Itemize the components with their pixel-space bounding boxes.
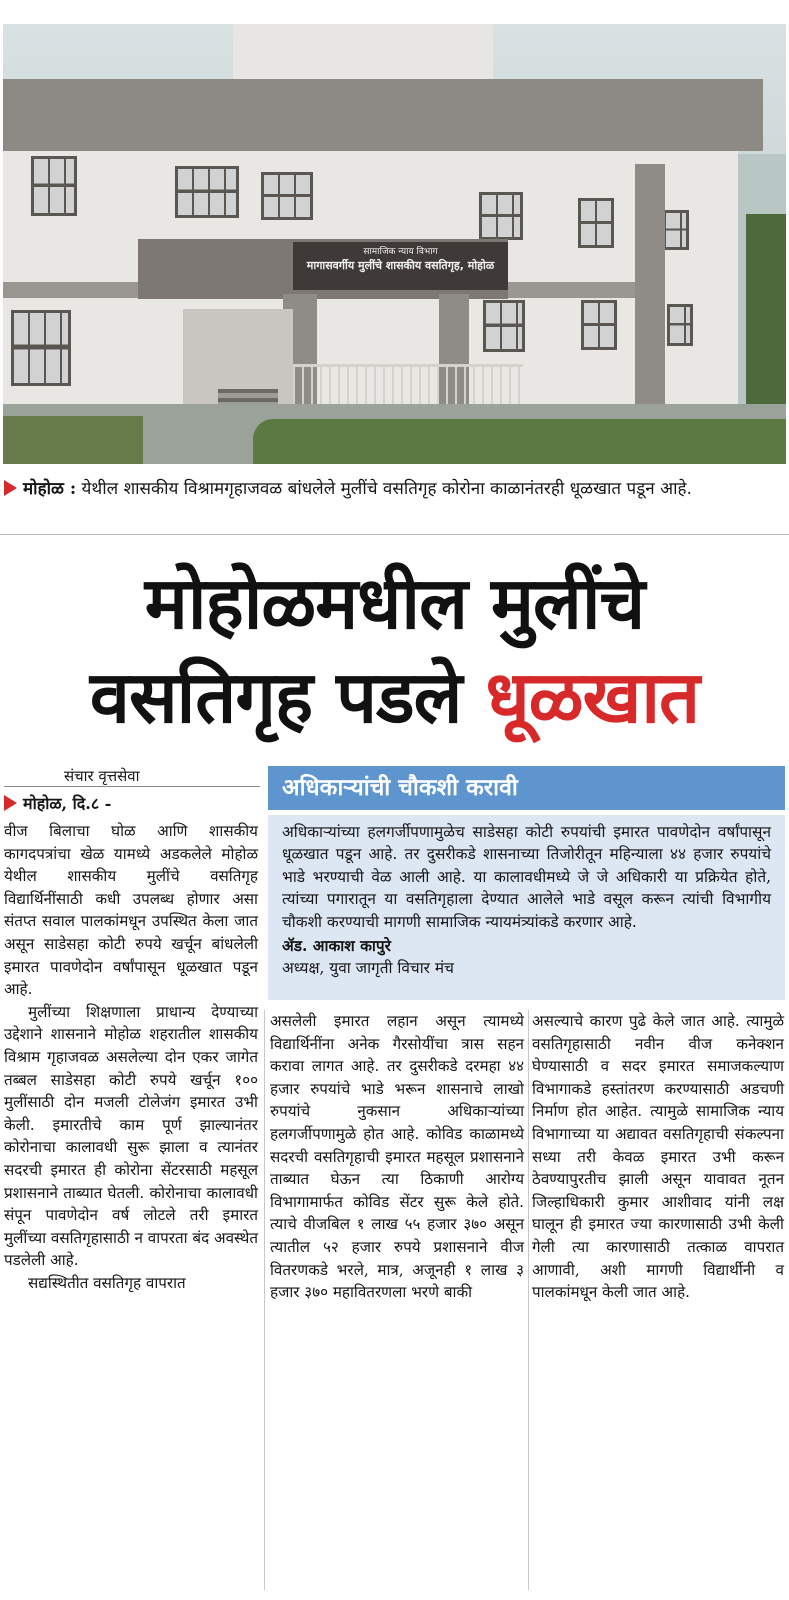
article-column-middle	[270, 1010, 524, 1304]
sign-department: सामाजिक न्याय विभाग	[363, 247, 438, 257]
photo-window	[578, 198, 614, 248]
triangle-bullet-icon	[4, 480, 17, 496]
byline: संचार वृत्तसेवा	[64, 767, 140, 785]
sidebar-box-text: अधिकाऱ्यांच्या हलगर्जीपणामुळेच साडेसहा कोटी रुपयांची इमारत पावणेदोन वर्षांपासून धूळखात पडून आहे. तर दुसरीकडे शासनाच्या तिजोरीतून महिन्याला ४४ हजार रुपयांचे भाडे भरण्याची वेळ आली आहे. या कालावधीमध्ये जे जे अधिकारी या प्रक्रियेत होते, त्यांच्या पगारातून या वसतिगृहाला देण्यात आलेले भाडे वसूल करून त्यांची विभागीय चौकशी करण्याची मागणी सामाजिक न्यायमंत्र्यांकडे करणार आहे.	[282, 823, 771, 931]
triangle-bullet-icon	[4, 795, 17, 811]
article-paragraph: वीज बिलाचा घोळ आणि शासकीय कागदपत्रांचा खेळ यामध्ये अडकलेले मोहोळ येथील शासकीय मुलींचे वसतिगृह विद्यार्थिनींसाठी कधी उपलब्ध होणार असा संतप्त सवाल पालकांमधून उपस्थित केला जात असून साडेसहा कोटी रुपये खर्चून बांधलेली इमारत पावणेदोन वर्षांपासून धूळखात पडून आहे.	[4, 822, 258, 999]
news-photo	[3, 24, 786, 464]
caption-text: येथील शासकीय विश्रामगृहाजवळ बांधलेले मुलींचे वसतिगृह कोरोना काळानंतरही धूळखात पडून आहे.	[81, 479, 692, 499]
divider	[0, 534, 789, 535]
photo-pillar	[635, 164, 665, 404]
photo-window	[261, 172, 313, 220]
photo-window	[479, 192, 523, 240]
column-divider	[264, 1010, 265, 1590]
caption-place: मोहोळ :	[23, 479, 77, 499]
sidebar-box-title: अधिकाऱ्यांची चौकशी करावी	[268, 766, 785, 810]
article-paragraph: सद्यस्थितीत वसतिगृह वापरात	[28, 1273, 186, 1292]
photo-grass	[253, 419, 786, 464]
article-paragraph: असल्याचे कारण पुढे केले जात आहे. त्यामुळे वसतिगृहासाठी नवीन वीज कनेक्शन घेण्यासाठी व सदर इमारत समाजकल्याण विभागाकडे हस्तांतरण करण्यासाठी अडचणी निर्माण होत आहेत. त्यामुळे सामाजिक न्याय विभागाच्या या अद्यावत वसतिगृहाची संकल्पना सध्या तरी केवळ इमारत उभी करून ठेवण्यापुरतीच झाली असून यावावत नूतन जिल्हाधिकारी कुमार आशीवाद यांनी लक्ष घालून ही इमारत ज्या कारणासाठी उभी केली गेली त्या कारणासाठी तत्काळ वापरात आणावी, अशी मागणी विद्यार्थीनी व पालकांमधून केली जात आहे.	[532, 1012, 784, 1302]
headline-line-1: मोहोळमधील मुलींचे	[144, 561, 645, 645]
photo-window	[581, 300, 617, 350]
photo-parapet	[3, 79, 763, 151]
dateline-text: मोहोळ, दि.८ -	[23, 794, 112, 813]
photo-caption	[4, 476, 784, 503]
headline	[0, 556, 789, 744]
byline-divider	[4, 786, 260, 787]
article-paragraph: असलेली इमारत लहान असून त्यामध्ये विद्यार्थिनींना अनेक गैरसोयींचा त्रास सहन करावा लागत आहे. तर दुसरीकडे दरमहा ४४ हजार रुपयांचे भाडे भरून शासनाचे लाखो रुपयांचे नुकसान अधिकाऱ्यांच्या हलगर्जीपणामुळे होत आहे. कोविड काळामध्ये सदरची वसतिगृहाची इमारत महसूल प्रशासनाने ताब्यात घेऊन त्या ठिकाणी आरोग्य विभागामार्फत कोविड सेंटर सुरू केले होते. त्याचे वीजबिल १ लाख ५५ हजार ३७० असून त्यातील ५२ हजार रुपये प्रशासनाने वीज वितरणकडे भरले, मात्र, अजूनही १ लाख ३ हजार ३७० महावितरणला भरणे बाकी	[270, 1012, 524, 1302]
photo-upper-structure	[233, 24, 493, 84]
sign-hostel-name: मागासवर्गीय मुलींचे शासकीय वसतिगृह, मोहोळ	[306, 258, 495, 272]
sidebar-box	[268, 815, 785, 1000]
headline-line-2-black: वसतिगृह पडले	[89, 655, 462, 739]
photo-window	[175, 166, 239, 218]
dateline	[4, 792, 111, 814]
article-column-right	[532, 1010, 784, 1304]
photo-window	[483, 300, 525, 352]
article-paragraph: मुलींच्या शिक्षणाला प्राधान्य देण्याच्या उद्देशाने शासनाने मोहोळ शहरातील शासकीय विश्राम गृहाजवळ असलेल्या दोन एकर जागेत तब्बल साडेसहा कोटी रुपये खर्चून १०० मुलींसाठी दोन मजली टोलेजंग इमारत उभी केली. इमारतीचे काम पूर्ण झाल्यानंतर कोरोनाचा कालावधी सुरू झाला व त्यानंतर सदरची इमारत ही कोरोना सेंटरसाठी महसूल प्रशासनाने ताब्यात घेतली. कोरोनाचा कालावधी संपून पावणेदोन वर्ष लोटले तरी इमारत मुलींच्या वसतिगृहासाठी न वापरता बंद अवस्थेत पडलेली आहे.	[4, 1002, 259, 1270]
photo-window	[667, 304, 693, 346]
photo-window	[11, 310, 71, 386]
headline-line-2-red: धूळखात	[485, 655, 700, 739]
photo-window	[663, 210, 689, 250]
photo-grass	[3, 416, 143, 464]
photo-railing	[293, 364, 523, 409]
headline-line-2	[0, 650, 789, 744]
photo-trees	[746, 214, 786, 414]
column-divider	[528, 1010, 529, 1590]
photo-building-sign	[293, 242, 508, 290]
sidebar-box-author: ॲड. आकाश कापुरे	[282, 937, 391, 956]
photo-window	[31, 156, 77, 216]
article-column-left	[4, 820, 258, 1294]
sidebar-box-author-role: अध्यक्ष, युवा जागृती विचार मंच	[282, 959, 454, 978]
